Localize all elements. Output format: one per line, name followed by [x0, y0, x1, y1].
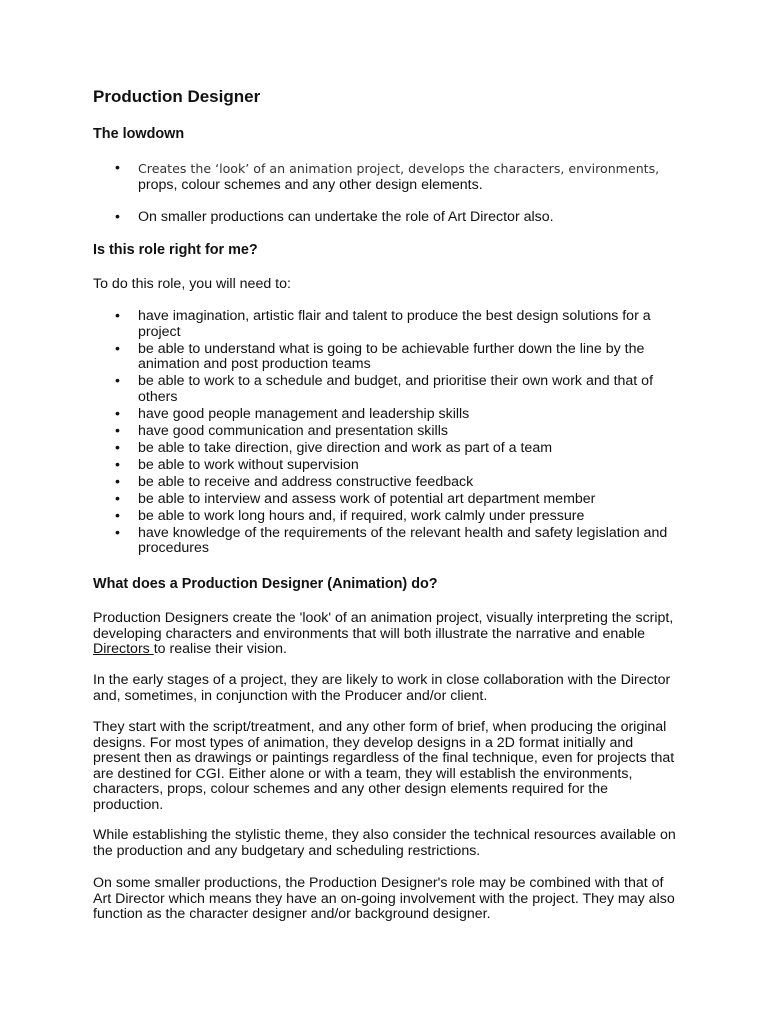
list-item-text: be able to understand what is going to be achievable further down the line by the animation and post production teams	[138, 340, 645, 372]
list-item	[93, 161, 683, 193]
list-item	[93, 441, 683, 457]
list-item-text-line2: props, colour schemes and any other design elements.	[138, 176, 483, 193]
bullet: •	[115, 473, 120, 490]
paragraph-text: Production Designers create the 'look' of an animation project, visually interpreting the script, developing characters and environments that will both illustrate the narrative and enable	[93, 610, 674, 642]
list-item-text: be able to work without supervision	[138, 456, 359, 473]
bullet: •	[115, 340, 120, 357]
list-item	[93, 309, 683, 340]
list-item	[93, 374, 683, 405]
bullet: •	[115, 439, 120, 456]
list-item	[93, 407, 683, 423]
list-item	[93, 342, 683, 373]
list-item	[93, 210, 683, 226]
bullet: •	[115, 490, 120, 507]
lowdown-list	[93, 161, 683, 227]
list-item-text: On smaller productions can undertake the role of Art Director also.	[138, 209, 554, 225]
list-item-text: have knowledge of the requirements of the relevant health and safety legislation and procedures	[138, 524, 668, 556]
list-item	[93, 509, 683, 525]
bullet: •	[115, 524, 120, 541]
what-does-paragraph-5: On some smaller productions, the Production Designer's role may be combined with that of Art Director which means they have an on-going involvement with the project. They may also function as the character designer and/or background designer.	[93, 875, 675, 922]
bullet: •	[115, 373, 120, 389]
list-item-text: be able to work to a schedule and budget, and prioritise their own work and that of others	[138, 373, 654, 405]
list-item-text: have good people management and leadership skills	[138, 405, 470, 422]
bullet: •	[115, 160, 120, 176]
what-does-paragraph-2: In the early stages of a project, they are likely to work in close collaboration with the Director and, sometimes, in conjunction with the Producer and/or client.	[93, 672, 671, 704]
right-role-intro: To do this role, you will need to:	[93, 276, 291, 292]
bullet: •	[115, 507, 120, 524]
list-item	[93, 526, 683, 557]
list-item-text: be able to take direction, give direction and work as part of a team	[138, 439, 553, 456]
bullet: •	[115, 308, 120, 324]
what-does-paragraph-3: They start with the script/treatment, and any other form of brief, when producing the original designs. For most types of animation, they develop designs in a 2D format initially and present then as drawings or paintings regardless of the final technique, even for projects that are destined for CGI. Either alone or with a team, they will establish the environments, characters, props, colour schemes and any other design elements required for the production.	[93, 719, 675, 813]
right-role-heading: Is this role right for me?	[93, 242, 258, 258]
directors-link[interactable]: Directors	[93, 641, 154, 657]
bullet: •	[115, 209, 120, 225]
list-item-text-line1: Creates the ‘look’ of an animation project, develops the characters, environments,	[138, 161, 660, 176]
what-does-paragraph-1	[93, 611, 679, 658]
list-item	[93, 424, 683, 440]
list-item	[93, 492, 683, 508]
list-item-text: have good communication and presentation skills	[138, 422, 448, 439]
page-title: Production Designer	[93, 87, 261, 106]
skills-list	[93, 309, 683, 558]
bullet: •	[115, 456, 120, 473]
list-item-text: be able to interview and assess work of potential art department member	[138, 490, 596, 507]
list-item-text: be able to work long hours and, if required, work calmly under pressure	[138, 507, 585, 524]
lowdown-heading: The lowdown	[93, 126, 185, 142]
what-does-paragraph-4: While establishing the stylistic theme, they also consider the technical resources available on the production and any budgetary and scheduling restrictions.	[93, 827, 676, 859]
list-item-text: be able to receive and address constructive feedback	[138, 473, 474, 490]
list-item	[93, 458, 683, 474]
paragraph-text: to realise their vision.	[153, 641, 287, 657]
what-does-heading: What does a Production Designer (Animation) do?	[93, 576, 438, 592]
list-item	[93, 475, 683, 491]
bullet: •	[115, 422, 120, 439]
bullet: •	[115, 405, 120, 422]
list-item-text: have imagination, artistic flair and talent to produce the best design solutions for a project	[138, 308, 651, 340]
